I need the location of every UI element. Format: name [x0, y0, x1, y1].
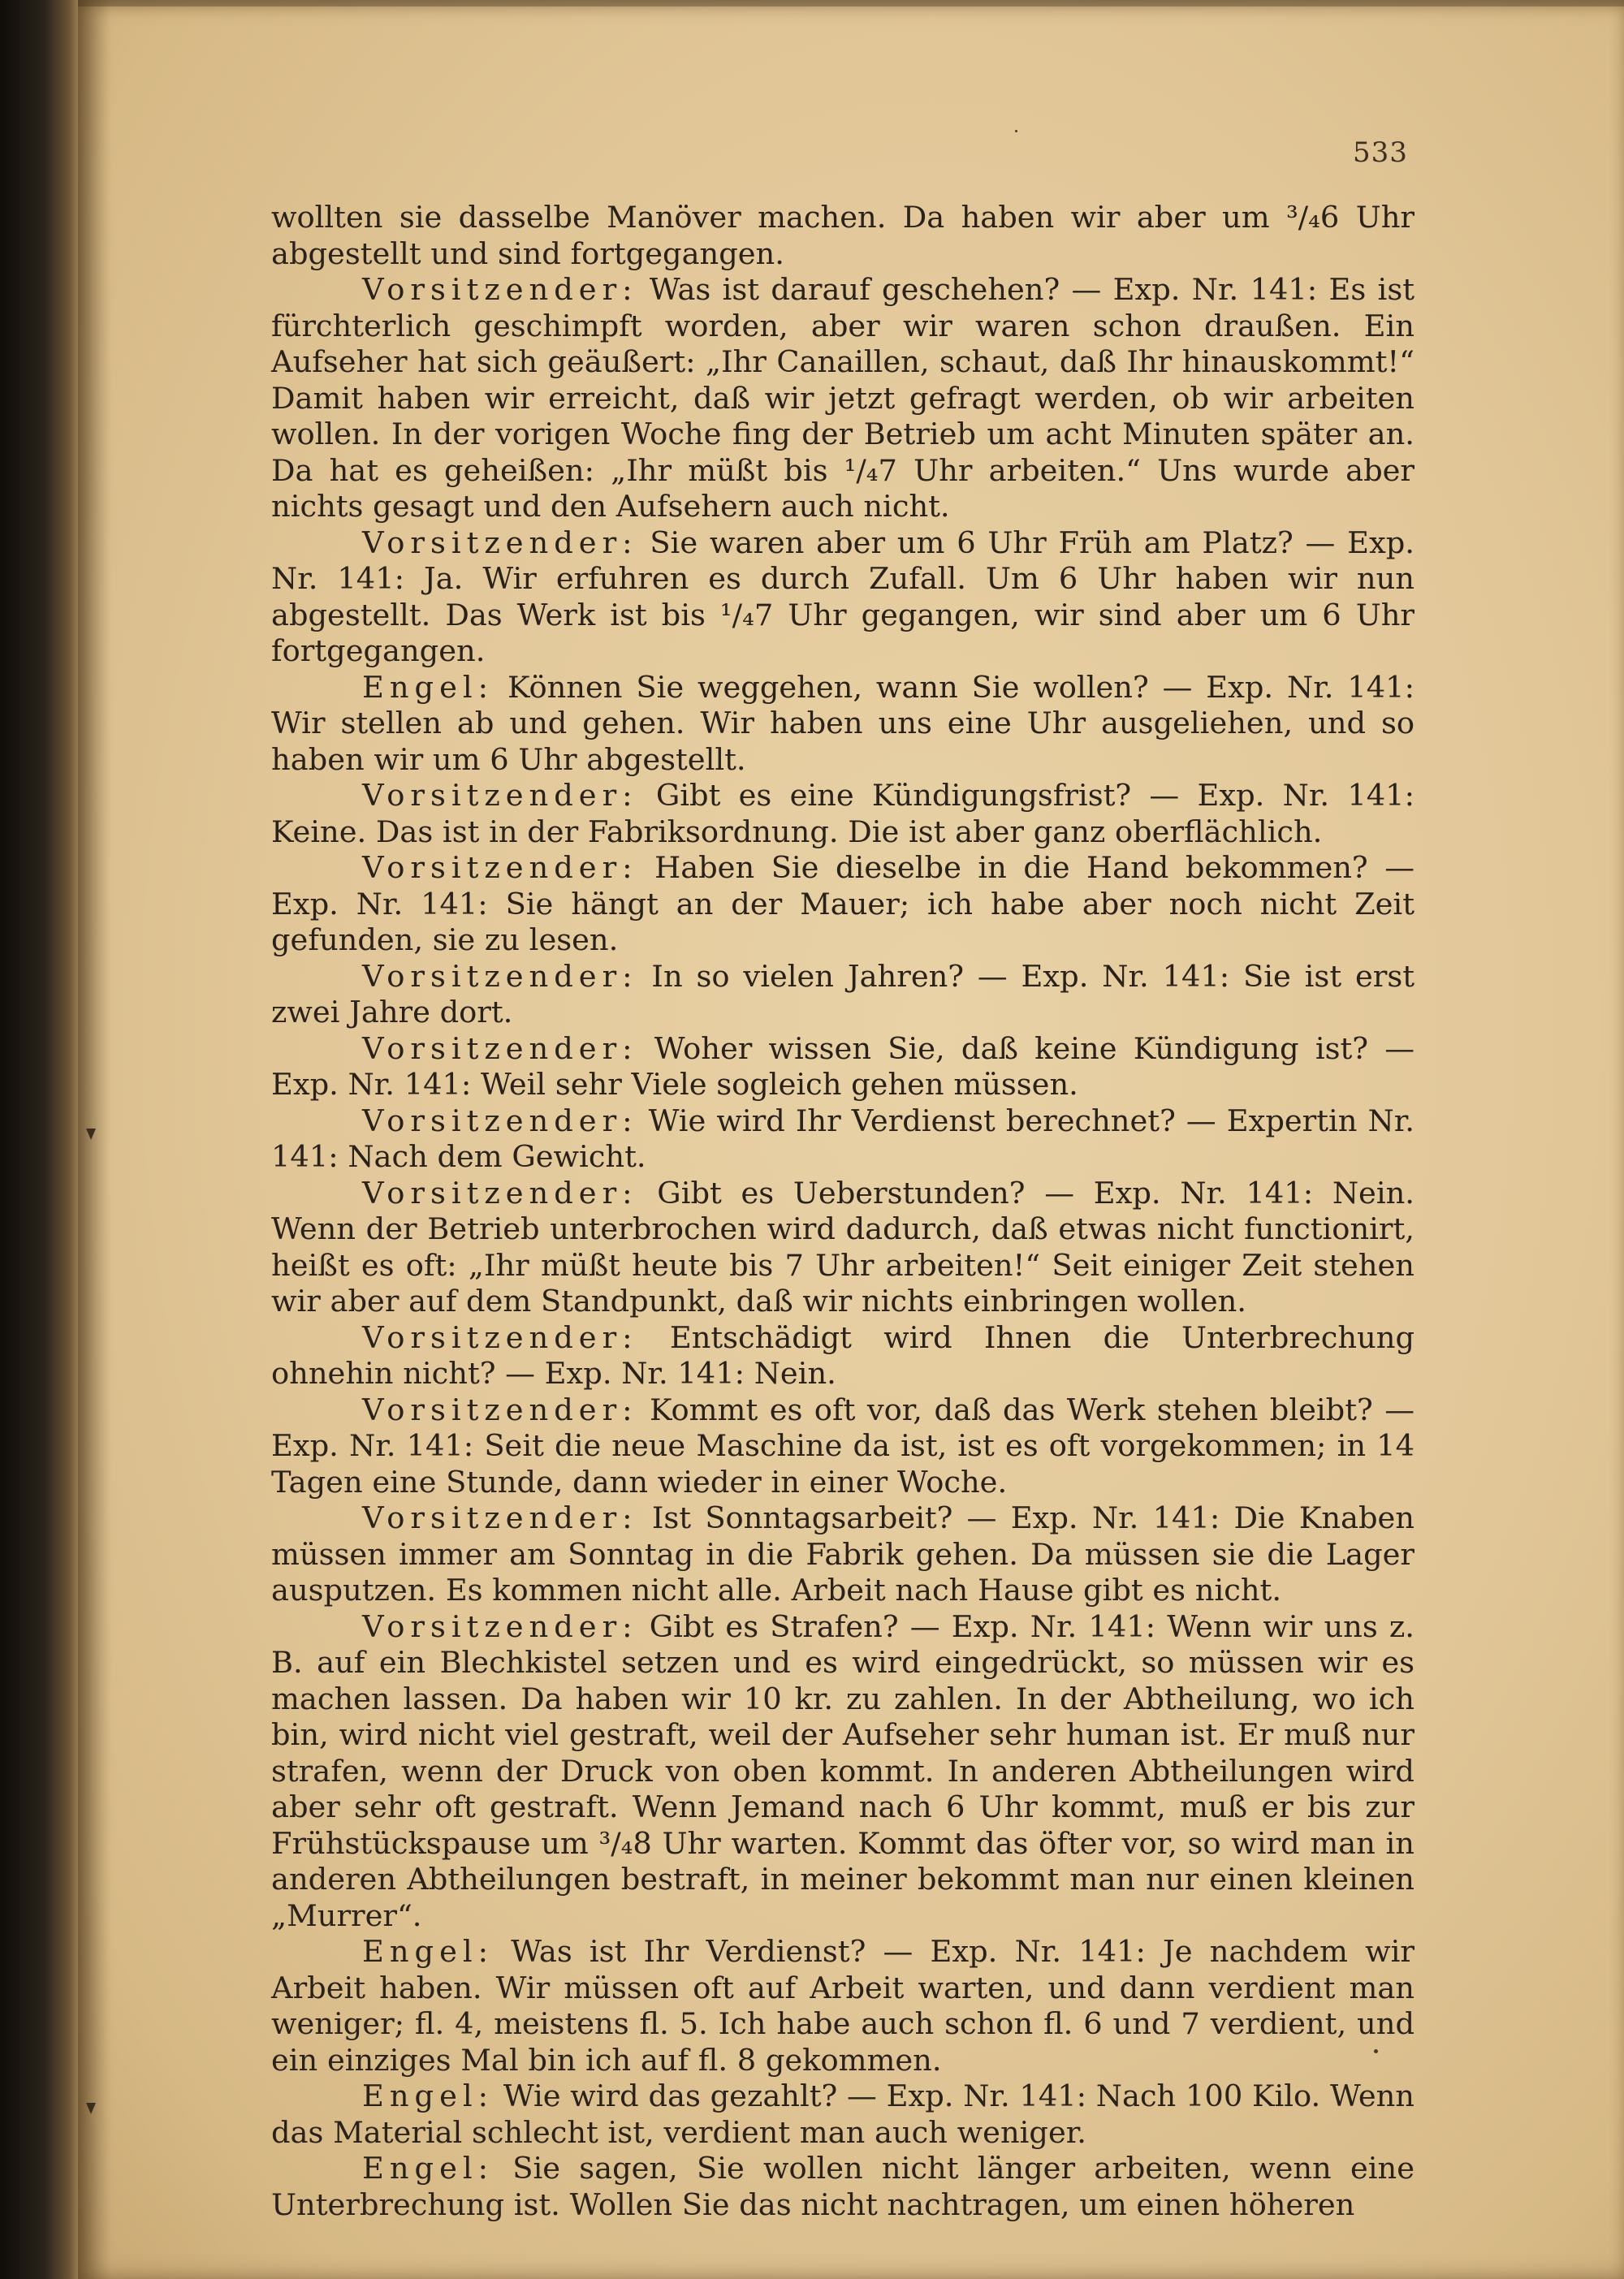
paragraph [271, 272, 1415, 525]
speaker-name: Vorsitzender: [362, 1030, 638, 1066]
page-top-edge [78, 0, 1624, 6]
book-page [78, 0, 1624, 2279]
binding-mark [86, 2103, 96, 2114]
paper-speck [1015, 130, 1017, 132]
paragraph-text: Haben Sie dieselbe in die Hand bekommen? — Exp. Nr. 141: Sie hängt an der Mauer; ich habe aber noch nicht Zeit gefunden, sie zu lesen. [271, 850, 1415, 957]
book-spine [0, 0, 81, 2279]
paragraph-text: Was ist darauf geschehen? — Exp. Nr. 141: Es ist fürchterlich geschimpft worden, aber wir waren schon draußen. Ein Aufseher hat sich geäußert: „Ihr Canaillen, schaut, daß Ihr hinauskommt!“ Damit haben wir erreicht, daß wir jetzt gefragt werden, ob wir arbeiten wollen. In der vorigen Woche fing der Betrieb um acht Minuten später an. Da hat es geheißen: „Ihr müßt bis ¹/₄7 Uhr arbeiten.“ Uns wurde aber nichts gesagt und den Aufsehern auch nicht. [271, 272, 1415, 524]
binding-mark [86, 1129, 96, 1140]
speaker-name: Vorsitzender: [362, 1175, 638, 1211]
paragraph [271, 200, 1415, 272]
speaker-name: Vorsitzender: [362, 1500, 638, 1535]
speaker-name: Vorsitzender: [362, 958, 638, 994]
speaker-name: Vorsitzender: [362, 778, 638, 813]
body-text [271, 200, 1415, 2223]
paragraph [271, 1934, 1415, 2078]
paragraph [271, 2078, 1415, 2151]
paragraph-text: Gibt es Strafen? — Exp. Nr. 141: Wenn wir uns z. B. auf ein Blechkistel setzen und es wird eingedrückt, so müssen wir es machen lassen. Da haben wir 10 kr. zu zahlen. In der Abtheilung, wo ich bin, wird nicht viel gestraft, weil der Aufseher sehr human ist. Er muß nur strafen, wenn der Druck von oben kommt. In anderen Abtheilungen wird aber sehr oft gestraft. Wenn Jemand nach 6 Uhr kommt, muß er bis zur Frühstückspause um ³/₄8 Uhr warten. Kommt das öfter vor, so wird man in anderen Abtheilungen bestraft, in meiner bekommt man nur einen kleinen „Murrer“. [271, 1608, 1415, 1933]
paragraph [271, 670, 1415, 779]
paragraph-text: Kommt es oft vor, daß das Werk stehen bleibt? — Exp. Nr. 141: Seit die neue Maschine da ist, ist es oft vorgekommen; in 14 Tagen eine Stunde, dann wieder in einer Woche. [271, 1392, 1415, 1500]
paragraph [271, 1500, 1415, 1609]
speaker-name: Vorsitzender: [362, 1392, 638, 1427]
speaker-name: Engel: [362, 669, 495, 705]
paragraph-text: In so vielen Jahren? — Exp. Nr. 141: Sie ist erst zwei Jahre dort. [271, 958, 1415, 1029]
paragraph [271, 959, 1415, 1031]
paragraph-text: Gibt es eine Kündigungsfrist? — Exp. Nr. 141: Keine. Das ist in der Fabriksordnung. Die ist aber ganz oberflächlich. [271, 778, 1415, 849]
paragraph-text: Wie wird das gezahlt? — Exp. Nr. 141: Nach 100 Kilo. Wenn das Material schlecht ist, verdient man auch weniger. [271, 2078, 1415, 2150]
paragraph [271, 525, 1415, 670]
paper-speck [1374, 2049, 1378, 2053]
paragraph [271, 2151, 1415, 2223]
speaker-name: Vorsitzender: [362, 1319, 638, 1355]
paragraph-text: Gibt es Ueberstunden? — Exp. Nr. 141: Nein. Wenn der Betrieb unterbrochen wird dadurch, daß etwas nicht functionirt, heißt es oft: „Ihr müßt heute bis 7 Uhr arbeiten!“ Seit einiger Zeit stehen wir aber auf dem Standpunkt, daß wir nichts einbringen wollen. [271, 1175, 1415, 1319]
paragraph-text: wollten sie dasselbe Manöver machen. Da haben wir aber um ³/₄6 Uhr abgestellt und sind fortgegangen. [271, 200, 1415, 271]
paragraph [271, 1103, 1415, 1176]
speaker-name: Engel: [362, 1934, 495, 1969]
speaker-name: Engel: [362, 2151, 495, 2186]
paragraph [271, 1320, 1415, 1392]
paragraph-text: Was ist Ihr Verdienst? — Exp. Nr. 141: Je nachdem wir Arbeit haben. Wir müssen oft auf Arbeit warten, und dann verdient man weniger; fl. 4, meistens fl. 5. Ich habe auch schon fl. 6 und 7 verdient, und ein einziges Mal bin ich auf fl. 8 gekommen. [271, 1934, 1415, 2078]
speaker-name: Vorsitzender: [362, 1608, 638, 1644]
paragraph-text: Entschädigt wird Ihnen die Unterbrechung ohnehin nicht? — Exp. Nr. 141: Nein. [271, 1319, 1415, 1391]
paragraph-text: Können Sie weggehen, wann Sie wollen? — Exp. Nr. 141: Wir stellen ab und gehen. Wir haben uns eine Uhr ausgeliehen, und so haben wir um 6 Uhr abgestellt. [271, 669, 1415, 777]
paragraph [271, 850, 1415, 959]
paragraph-text: Wie wird Ihr Verdienst berechnet? — Expertin Nr. 141: Nach dem Gewicht. [271, 1103, 1415, 1174]
paragraph-text: Ist Sonntagsarbeit? — Exp. Nr. 141: Die Knaben müssen immer am Sonntag in die Fabrik gehen. Da müssen sie die Lager ausputzen. Es kommen nicht alle. Arbeit nach Hause gibt es nicht. [271, 1500, 1415, 1608]
speaker-name: Vorsitzender: [362, 850, 638, 885]
paragraph-text: Woher wissen Sie, daß keine Kündigung ist? — Exp. Nr. 141: Weil sehr Viele sogleich gehen müssen. [271, 1030, 1415, 1102]
paragraph-text: Sie waren aber um 6 Uhr Früh am Platz? — Exp. Nr. 141: Ja. Wir erfuhren es durch Zufall. Um 6 Uhr haben wir nun abgestellt. Das Werk ist bis ¹/₄7 Uhr gegangen, wir sind aber um 6 Uhr fortgegangen. [271, 524, 1415, 668]
paragraph [271, 1031, 1415, 1103]
speaker-name: Vorsitzender: [362, 272, 638, 307]
paragraph [271, 1392, 1415, 1501]
speaker-name: Vorsitzender: [362, 524, 638, 560]
paragraph [271, 778, 1415, 850]
paragraph [271, 1176, 1415, 1320]
speaker-name: Engel: [362, 2078, 495, 2113]
paragraph-text: Sie sagen, Sie wollen nicht länger arbeiten, wenn eine Unterbrechung ist. Wollen Sie das nicht nachtragen, um einen höheren [271, 2151, 1415, 2222]
speaker-name: Vorsitzender: [362, 1103, 638, 1138]
paragraph [271, 1609, 1415, 1935]
page-number: 533 [1353, 136, 1408, 169]
